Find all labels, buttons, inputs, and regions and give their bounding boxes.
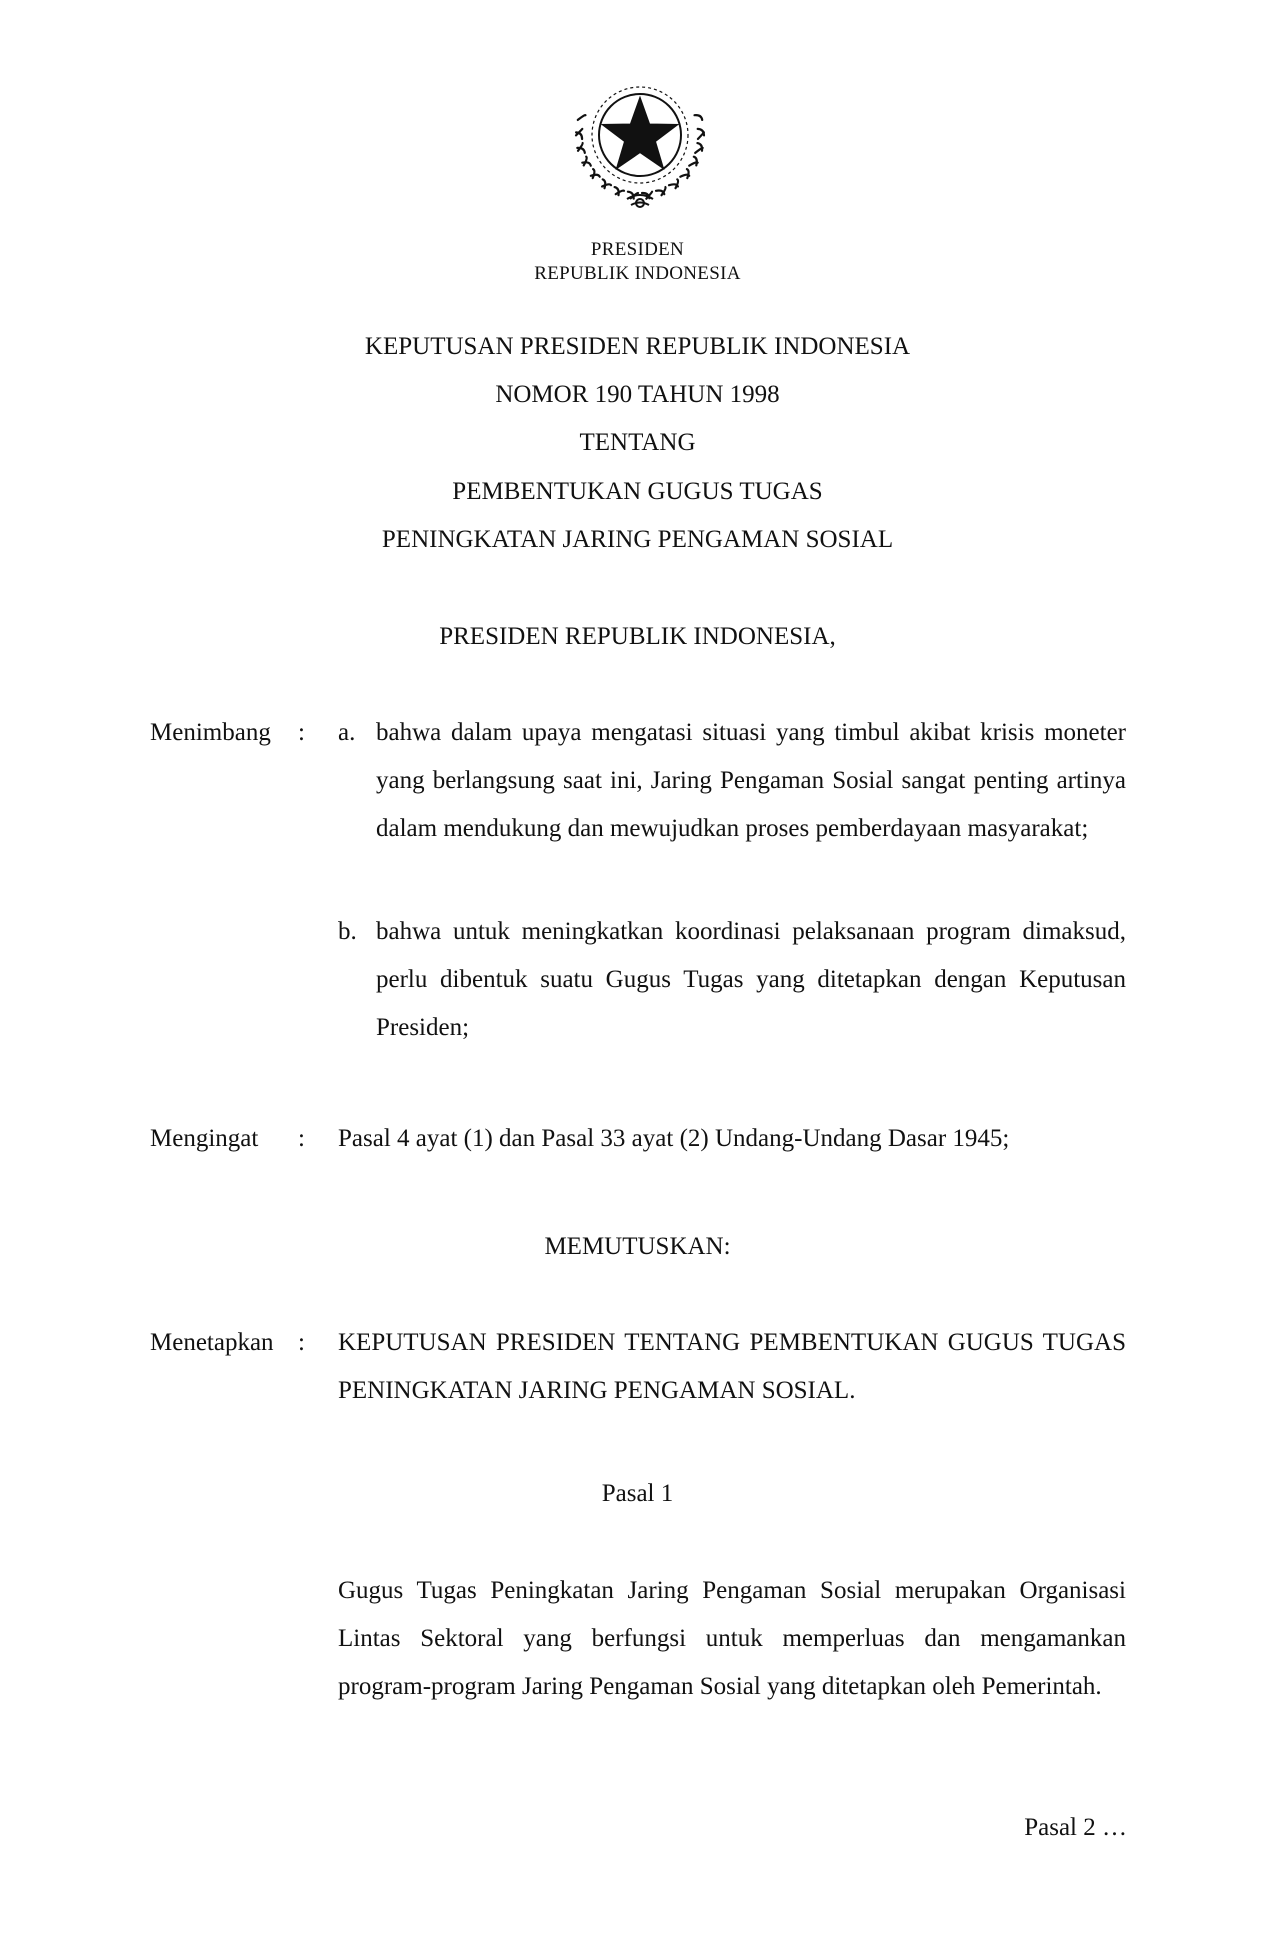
institution-line-2: REPUBLIK INDONESIA bbox=[534, 263, 741, 284]
article-1-text: Gugus Tugas Peningkatan Jaring Pengaman Sosial merupakan Organisasi Lintas Sektoral yang berfungsi untuk memperluas dan mengamankan program-program Jaring Pengaman Sosial yang ditetapkan oleh Pemerintah. bbox=[338, 1577, 1126, 1700]
article-1-heading: Pasal 1 bbox=[601, 1480, 674, 1507]
menetapkan-label: Menetapkan bbox=[150, 1329, 274, 1356]
wreath-leaf bbox=[593, 169, 595, 178]
decree-subject-line-2: PENINGKATAN JARING PENGAMAN SOSIAL bbox=[381, 526, 894, 553]
decree-subject-line-1: PEMBENTUKAN GUGUS TUGAS bbox=[452, 478, 823, 505]
decision-heading: MEMUTUSKAN: bbox=[544, 1233, 731, 1260]
page-continuation-reference: Pasal 2 … bbox=[1024, 1814, 1127, 1841]
decree-title: KEPUTUSAN PRESIDEN REPUBLIK INDONESIA bbox=[364, 333, 911, 360]
wreath-leaf bbox=[695, 115, 703, 120]
decree-about-label: TENTANG bbox=[579, 429, 696, 456]
menimbang-item-a-text: bahwa dalam upaya mengatasi situasi yang timbul akibat krisis moneter yang berlangsung saat ini, Jaring Pengaman Sosial sangat penting artinya dalam mendukung dan mewujudkan proses pemberdayaan masyarakat; bbox=[376, 719, 1126, 842]
mengingat-text: Pasal 4 ayat (1) dan Pasal 33 ayat (2) Undang-Undang Dasar 1945; bbox=[338, 1125, 1010, 1152]
wreath-leaf bbox=[578, 115, 586, 120]
wreath-leaf bbox=[616, 191, 624, 195]
menimbang-label: Menimbang bbox=[150, 719, 271, 746]
decree-number: NOMOR 190 TAHUN 1998 bbox=[495, 381, 780, 408]
wreath-leaf bbox=[591, 175, 600, 177]
menetapkan-text: KEPUTUSAN PRESIDEN TENTANG PEMBENTUKAN GUGUS TUGAS PENINGKATAN JARING PENGAMAN SOSIAL. bbox=[338, 1329, 1126, 1404]
institution-line-1: PRESIDEN bbox=[590, 239, 685, 260]
wreath-leaf bbox=[584, 157, 587, 166]
menimbang-item-a-marker: a. bbox=[338, 719, 356, 746]
wreath-leaf bbox=[694, 157, 697, 166]
mengingat-colon: : bbox=[298, 1125, 305, 1152]
wreath-leaf bbox=[602, 184, 611, 186]
mengingat-label: Mengingat bbox=[150, 1125, 259, 1152]
garuda-star-wreath-emblem-icon bbox=[561, 57, 719, 217]
menimbang-item-b-marker: b. bbox=[338, 918, 357, 945]
issuer-line: PRESIDEN REPUBLIK INDONESIA, bbox=[439, 623, 836, 650]
wreath-leaf bbox=[687, 169, 689, 178]
menetapkan-colon: : bbox=[298, 1329, 305, 1356]
menimbang-colon: : bbox=[298, 719, 305, 746]
menimbang-item-b-text: bahwa untuk meningkatkan koordinasi pelaksanaan program dimaksud, perlu dibentuk suatu Gugus Tugas yang ditetapkan dengan Keputusan Presiden; bbox=[376, 918, 1126, 1041]
